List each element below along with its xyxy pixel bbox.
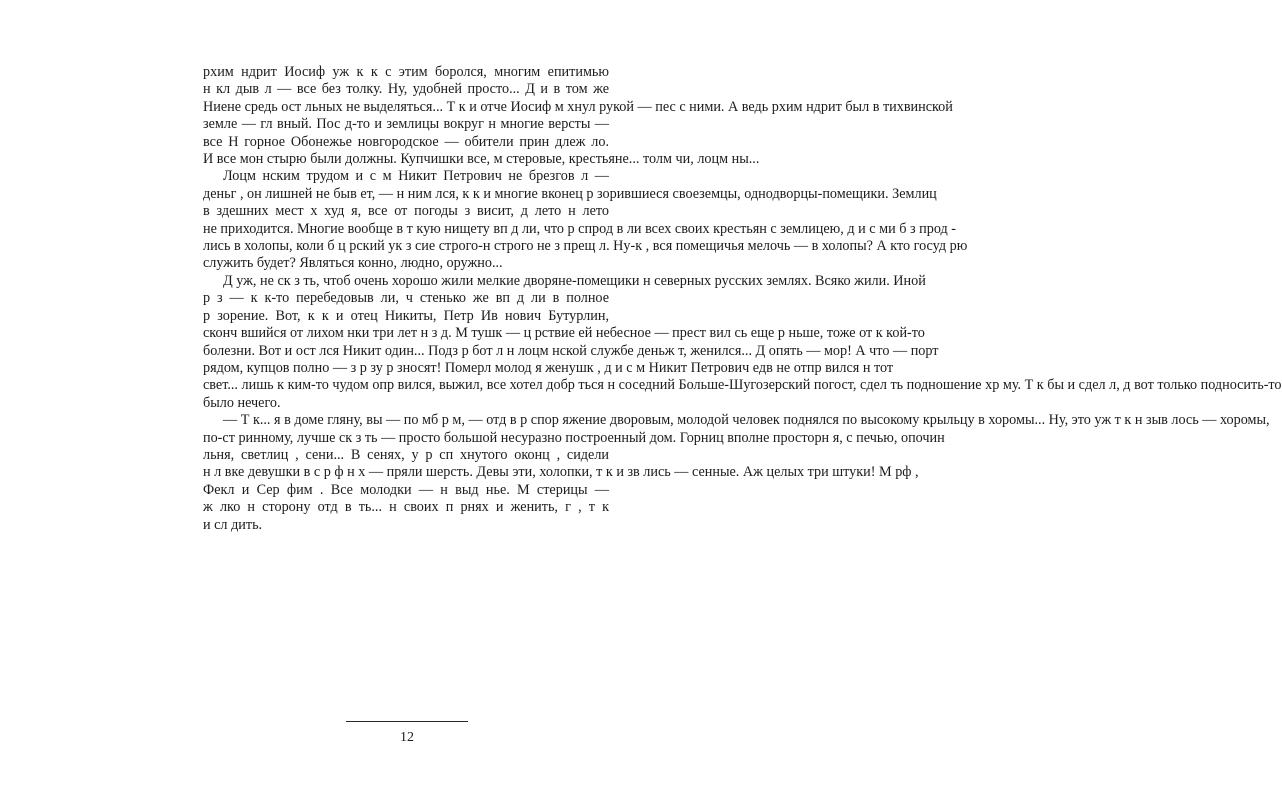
text-line: Ниене средь ост льных не выделяться... Т к и отче Иосиф м хнул рукой — пес с ними. А ведь рхим ндрит был в тихвинской xyxy=(203,98,953,115)
page-body-text xyxy=(203,64,1282,534)
text-line: не приходится. Многие вообще в т кую нищету вп д ли, что р спрод в ли всех своих крестьян с землицею, д и с ми б з прод - xyxy=(203,220,957,237)
text-line: и сл дить. xyxy=(203,516,263,533)
text-line: сконч вшийся от лихом нки три лет н з д. М тушк — ц рствие ей небесное — прест вил сь еще р ньше, тоже от к кой-то xyxy=(203,325,925,342)
text-line: н л вке девушки в с р ф н х — пряли шерсть. Девы эти, холопки, т к и зв лись — сенные. Аж целых три штуки! М рф , xyxy=(203,464,919,481)
text-line: рхим ндрит Иосиф уж к к с этим боролся, многим епитимью xyxy=(203,64,609,80)
text-line: все Н горное Обонежье новгородское — обители прин длеж ло. xyxy=(203,133,609,150)
paragraph-4 xyxy=(203,412,1270,534)
text-line: в здешних мест х худ я, все от погоды з висит, д лето н лето xyxy=(203,203,609,220)
page-number: 12 xyxy=(400,730,414,745)
text-line: было нечего. xyxy=(203,394,281,411)
text-line: по-ст ринному, лучше ск з ть — просто большой несуразно построенный дом. Горниц вполне просторн я, с печью, опочин xyxy=(203,429,945,446)
text-line: Лоцм нским трудом и с м Никит Петрович не брезгов л — xyxy=(223,168,609,185)
paragraph-2 xyxy=(203,168,968,272)
text-line: Д уж, не ск з ть, чтоб очень хорошо жили мелкие дворяне-помещики н северных русских землях. Всяко жили. Иной xyxy=(223,272,926,289)
text-line: р зорение. Вот, к к и отец Никиты, Петр Ив нович Бутурлин, xyxy=(203,307,609,324)
text-line: н кл дыв л — все без толку. Ну, удобней просто... Д и в том же xyxy=(203,81,609,98)
text-line: рядом, купцов полно — з р зу р зносят! Померл молод я женушк , д и с м Никит Петрович едв не отпр вился н тот xyxy=(203,359,894,376)
paragraph-1 xyxy=(203,64,953,168)
text-line: Фекл и Сер фим . Все молодки — н выд нье. М стерицы — xyxy=(203,481,609,498)
paragraph-3 xyxy=(203,272,1282,412)
text-line: — Т к... я в доме гляну, вы — по мб р м, — отд в р спор яжение дворовым, молодой человек поднялся по высокому крыльцу в хоромы... Ну, это уж т к н зыв лось — хоромы, xyxy=(223,412,1270,429)
text-line: р з — к к-то перебедовыв ли, ч стенько же вп д ли в полное xyxy=(203,290,609,307)
text-line: болезни. Вот и ост лся Никит один... Подз р бот л н лоцм нской службе деньж т, женился... Д опять — мор! А что — порт xyxy=(203,342,939,359)
text-line: И все мон стырю были должны. Купчишки все, м стеровые, крестьяне... толм чи, лоцм ны... xyxy=(203,151,760,168)
text-line: льня, светлиц , сени... В сенях, у р сп хнутого оконц , сидели xyxy=(203,446,609,463)
text-line: свет... лишь к ким-то чудом опр вился, выжил, все хотел добр ться н соседний Больше-Шугозерский погост, сдел ть подношение хр му. Т к бы и сдел л, д вот только подносить-то xyxy=(203,377,1282,394)
text-line: деньг , он лишней не быв ет, — н ним лся, к к и многие вконец р зорившиеся своеземцы, однодворцы-помещики. Землиц xyxy=(203,185,937,202)
text-line: земле — гл вный. Пос д-то и землицы вокруг н многие версты — xyxy=(203,116,609,133)
text-line: лись в холопы, коли б ц рский ук з сие строго-н строго не з прещ л. Ну-к , вся помещичья мелочь — в холопы? А кто госуд рю xyxy=(203,238,968,255)
text-line: служить будет? Являться конно, людно, оружно... xyxy=(203,255,503,272)
text-line: ж лко н сторону отд в ть... н своих п рнях и женить, г , т к xyxy=(203,499,609,516)
footer-rule xyxy=(346,721,468,722)
